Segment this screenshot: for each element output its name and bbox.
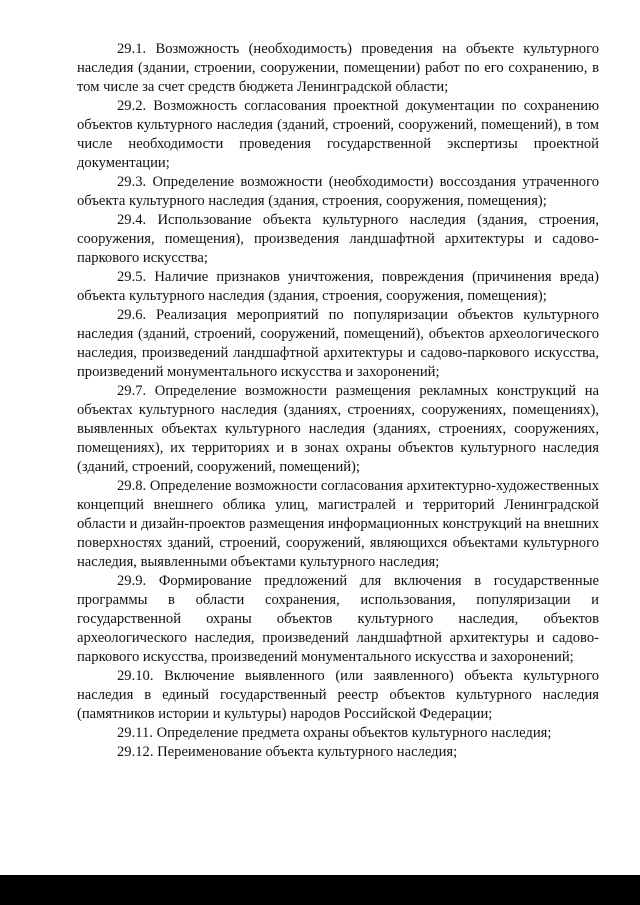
- paragraph-29-7: 29.7. Определение возможности размещения рекламных конструкций на объектах культурного наследия (зданиях, строениях, сооружениях, помещениях), выявленных объектах культурного наследия (зданиях, строениях, сооружениях, помещениях), их территориях и в зонах охраны объектов культурного наследия (зданий, строений, сооружений, помещений);: [77, 383, 599, 475]
- paragraph-29-12: 29.12. Переименование объекта культурного наследия;: [117, 744, 458, 760]
- paragraph-29-9: 29.9. Формирование предложений для включения в государственные программы в области сохранения, использования, популяризации и государственной охраны объектов культурного наследия, объектов археологического наследия, произведений ландшафтной архитектуры и садово-паркового искусства, произведений монументального искусства и захоронений;: [77, 573, 599, 665]
- document-body: [77, 40, 599, 762]
- scan-border: [0, 875, 640, 905]
- paragraph-29-1: 29.1. Возможность (необходимость) проведения на объекте культурного наследия (здании, строении, сооружении, помещении) работ по его сохранению, в том числе за счет средств бюджета Ленинградской области;: [77, 41, 599, 95]
- paragraph-29-3: 29.3. Определение возможности (необходимости) воссоздания утраченного объекта культурного наследия (здания, строения, сооружения, помещения);: [77, 174, 599, 209]
- paragraph-29-11: 29.11. Определение предмета охраны объектов культурного наследия;: [117, 725, 552, 741]
- paragraph-29-8: 29.8. Определение возможности согласования архитектурно-художественных концепций внешнего облика улиц, магистралей и территорий Ленинградской области и дизайн-проектов размещения информационных конструкций на внешних поверхностях зданий, строений, сооружений, являющихся объектами культурного наследия, выявленными объектами культурного наследия;: [77, 478, 600, 570]
- paragraph-29-2: 29.2. Возможность согласования проектной документации по сохранению объектов культурного наследия (зданий, строений, сооружений, помещений), в том числе необходимости проведения государственной экспертизы проектной документации;: [77, 98, 599, 171]
- paragraph-29-10: 29.10. Включение выявленного (или заявленного) объекта культурного наследия в единый государственный реестр объектов культурного наследия (памятников истории и культуры) народов Российской Федерации;: [77, 668, 599, 722]
- paragraph-29-5: 29.5. Наличие признаков уничтожения, повреждения (причинения вреда) объекта культурного наследия (здания, строения, сооружения, помещения);: [77, 269, 599, 304]
- paragraph-29-6: 29.6. Реализация мероприятий по популяризации объектов культурного наследия (зданий, строений, сооружений, помещений), объектов археологического наследия, произведений ландшафтной архитектуры и садово-паркового искусства, произведений монументального искусства и захоронений;: [77, 307, 599, 380]
- paragraph-29-4: 29.4. Использование объекта культурного наследия (здания, строения, сооружения, помещения), произведения ландшафтной архитектуры и садово-паркового искусства;: [77, 212, 599, 266]
